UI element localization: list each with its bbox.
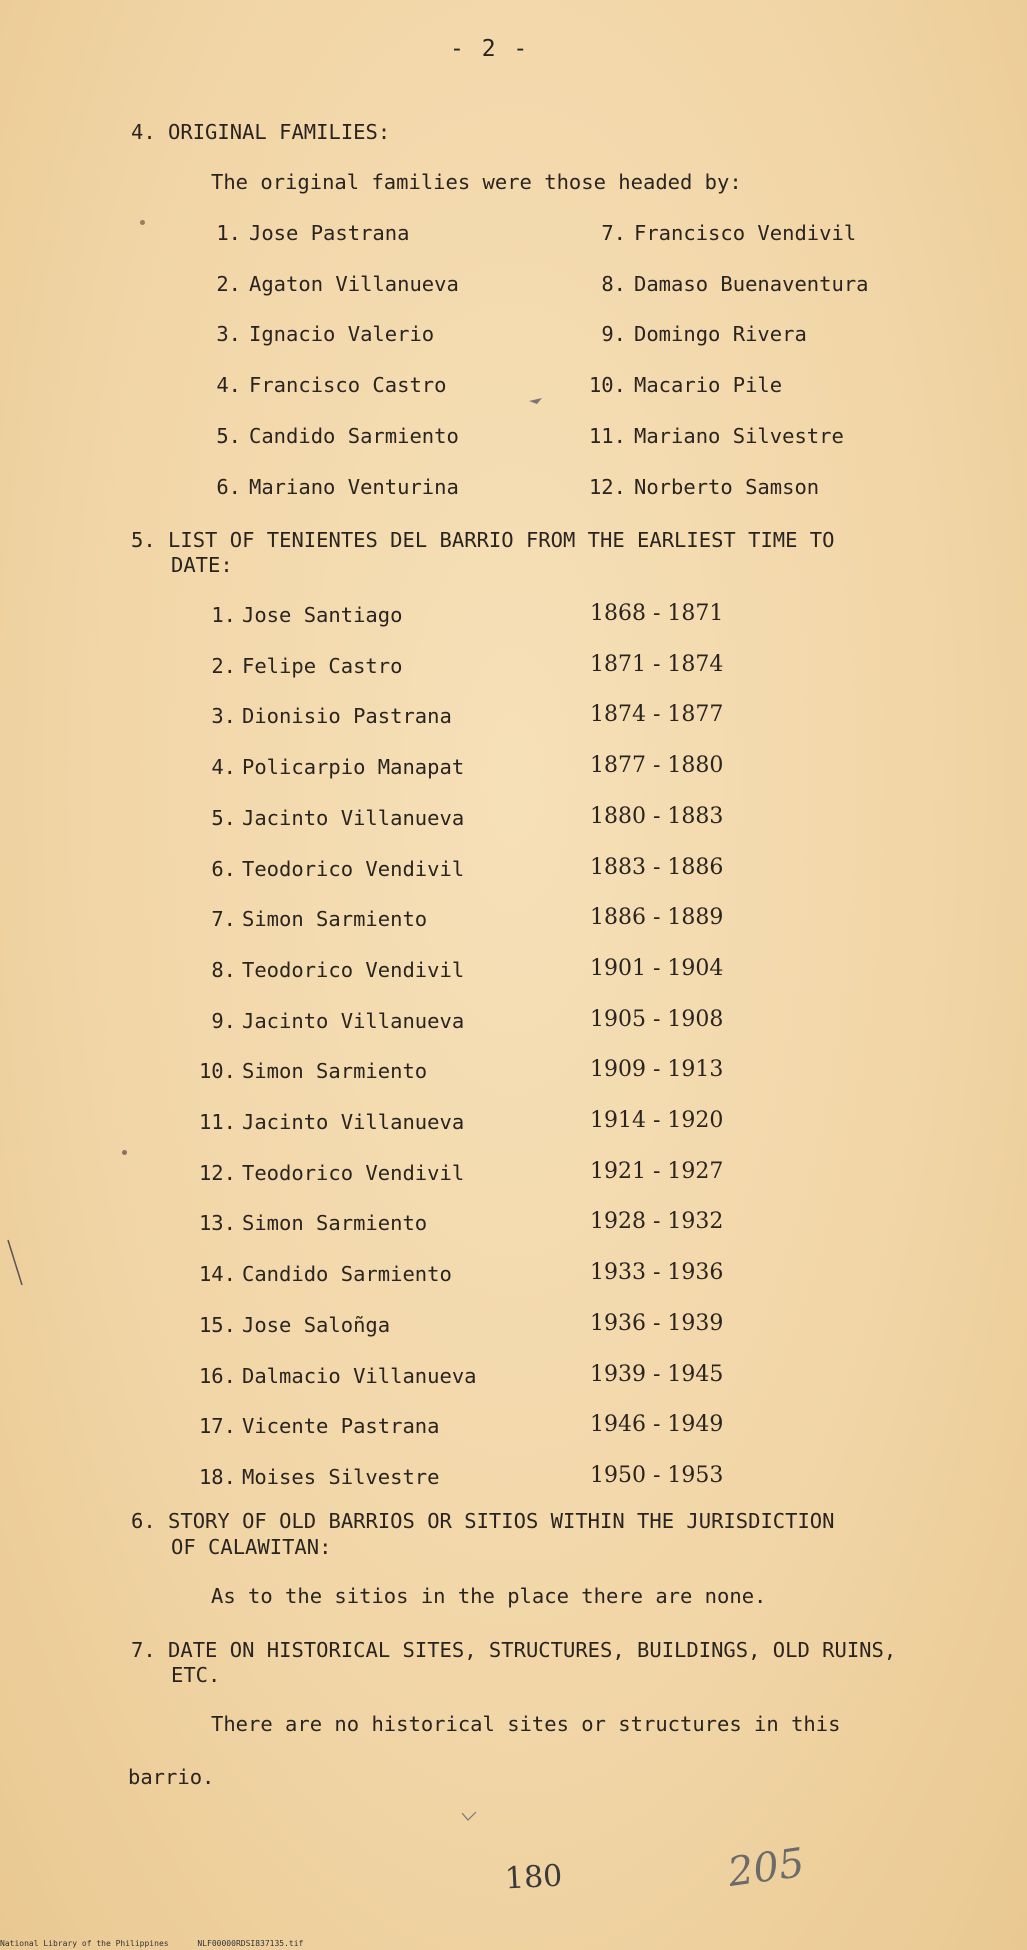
teniente-name [196,654,402,678]
teniente-name-text: Jose Saloñga [242,1313,391,1337]
family-item: 11. Mariano Silvestre [588,424,844,448]
margin-mark-icon [0,1230,30,1300]
ink-spot-icon [122,1150,127,1155]
teniente-name-text: Moises Silvestre [242,1465,440,1489]
teniente-name [196,1414,439,1438]
family-item: 12. Norberto Samson [588,475,820,499]
teniente-term-years: 1901 - 1904 [590,956,724,981]
teniente-number: 8. [211,958,236,982]
teniente-name [196,1110,464,1134]
section-7-body-cont: barrio. [128,1765,215,1789]
family-item: 6. Mariano Venturina [216,475,459,499]
family-item: 2. Agaton Villanueva [216,272,459,296]
ink-mark-icon [528,396,544,406]
teniente-name-text: Teodorico Vendivil [242,958,465,982]
teniente-number: 13. [198,1211,236,1235]
teniente-number: 11. [198,1110,236,1134]
ink-spot-icon [140,220,145,225]
teniente-number: 2. [211,654,236,678]
teniente-name [196,603,402,627]
page-number: - 2 - [450,36,530,62]
section-6-heading-cont: OF CALAWITAN: [171,1535,332,1559]
section-4-intro: The original families were those headed by: [211,170,742,194]
family-item: 7. Francisco Vendivil [601,221,857,245]
teniente-term-years: 1909 - 1913 [590,1057,724,1082]
teniente-term-years: 1928 - 1932 [590,1209,724,1234]
teniente-number: 4. [211,755,236,779]
teniente-name [196,958,464,982]
teniente-number: 10. [198,1059,236,1083]
family-item: 8. Damaso Buenaventura [601,272,869,296]
teniente-number: 7. [211,907,236,931]
teniente-term-years: 1886 - 1889 [590,905,724,930]
ink-tick-icon [460,1810,480,1824]
teniente-number: 1. [211,603,236,627]
family-item: 5. Candido Sarmiento [216,424,459,448]
family-item: 1. Jose Pastrana [216,221,410,245]
footer-file-id: NLF00000RDSI837135.tif [197,1939,304,1948]
teniente-name-text: Teodorico Vendivil [242,857,465,881]
teniente-name [196,1009,464,1033]
teniente-name-text: Dionisio Pastrana [242,704,452,728]
teniente-name [196,907,427,931]
teniente-number: 18. [198,1465,236,1489]
teniente-name-text: Candido Sarmiento [242,1262,452,1286]
teniente-number: 3. [211,704,236,728]
teniente-term-years: 1946 - 1949 [590,1412,724,1437]
teniente-name [196,1313,390,1337]
teniente-term-years: 1883 - 1886 [590,855,724,880]
teniente-number: 15. [198,1313,236,1337]
teniente-name [196,806,464,830]
family-item: 9. Domingo Rivera [601,322,807,346]
teniente-term-years: 1871 - 1874 [590,652,724,677]
teniente-name [196,1211,427,1235]
section-4-heading: 4. ORIGINAL FAMILIES: [131,120,391,144]
archive-stamp: 180 [504,1858,564,1897]
teniente-name [196,755,464,779]
teniente-term-years: 1939 - 1945 [590,1362,724,1387]
teniente-number: 6. [211,857,236,881]
teniente-term-years: 1950 - 1953 [590,1463,724,1488]
teniente-term-years: 1905 - 1908 [590,1007,724,1032]
teniente-name [196,857,464,881]
teniente-number: 16. [198,1364,236,1388]
family-item: 3. Ignacio Valerio [216,322,435,346]
handwritten-page-number: 205 [725,1839,808,1897]
teniente-term-years: 1868 - 1871 [590,601,724,626]
teniente-name-text: Simon Sarmiento [242,907,428,931]
teniente-name-text: Simon Sarmiento [242,1059,428,1083]
teniente-number: 5. [211,806,236,830]
teniente-name [196,1161,464,1185]
teniente-name-text: Jacinto Villanueva [242,1110,465,1134]
teniente-name [196,1262,452,1286]
section-5-heading-cont: DATE: [171,553,233,577]
footer-library: National Library of the Philippines [0,1939,169,1948]
section-7-heading: 7. DATE ON HISTORICAL SITES, STRUCTURES, BUILDINGS, OLD RUINS, [131,1638,897,1662]
footer [0,1939,327,1948]
teniente-term-years: 1914 - 1920 [590,1108,724,1133]
teniente-name-text: Vicente Pastrana [242,1414,440,1438]
section-5-heading: 5. LIST OF TENIENTES DEL BARRIO FROM THE EARLIEST TIME TO [131,528,835,552]
teniente-name-text: Felipe Castro [242,654,403,678]
teniente-name [196,704,452,728]
teniente-term-years: 1877 - 1880 [590,753,724,778]
teniente-name-text: Jose Santiago [242,603,403,627]
teniente-name [196,1465,439,1489]
teniente-name-text: Simon Sarmiento [242,1211,428,1235]
teniente-name [196,1364,477,1388]
teniente-term-years: 1874 - 1877 [590,702,724,727]
teniente-name-text: Dalmacio Villanueva [242,1364,477,1388]
teniente-term-years: 1921 - 1927 [590,1159,724,1184]
teniente-name-text: Policarpio Manapat [242,755,465,779]
section-6-body: As to the sitios in the place there are none. [211,1584,767,1608]
teniente-name-text: Teodorico Vendivil [242,1161,465,1185]
section-7-heading-cont: ETC. [171,1663,221,1687]
teniente-term-years: 1933 - 1936 [590,1260,724,1285]
section-6-heading: 6. STORY OF OLD BARRIOS OR SITIOS WITHIN THE JURISDICTION [131,1509,835,1533]
teniente-number: 9. [211,1009,236,1033]
teniente-term-years: 1880 - 1883 [590,804,724,829]
family-item: 4. Francisco Castro [216,373,447,397]
teniente-term-years: 1936 - 1939 [590,1311,724,1336]
section-7-body: There are no historical sites or structures in this [211,1712,841,1736]
teniente-name [196,1059,427,1083]
teniente-number: 17. [198,1414,236,1438]
teniente-number: 14. [198,1262,236,1286]
family-item: 10. Macario Pile [588,373,783,397]
teniente-name-text: Jacinto Villanueva [242,1009,465,1033]
teniente-name-text: Jacinto Villanueva [242,806,465,830]
teniente-number: 12. [198,1161,236,1185]
